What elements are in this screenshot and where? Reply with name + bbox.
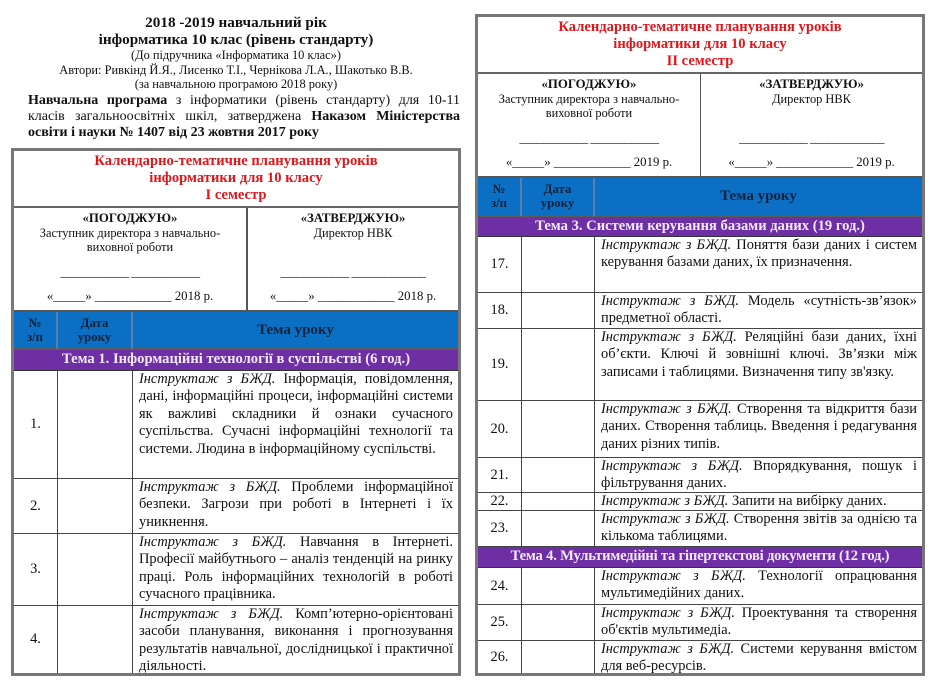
header-text: Дата [543, 182, 572, 196]
lesson-date[interactable] [522, 401, 595, 458]
academic-year-heading: 2018 -2019 навчальний рік [145, 14, 327, 31]
safety-briefing-label: Інструктаж з БЖД. [601, 293, 740, 309]
textbook-note: (До підручника «Інформатика 10 клас») [130, 48, 341, 62]
semester1-title [14, 151, 458, 208]
signature-line: ____________ _____________ [739, 130, 884, 145]
lesson-number: 22. [478, 493, 522, 511]
header-text: уроку [540, 196, 575, 210]
program-description [10, 93, 462, 141]
lesson-topic [595, 493, 922, 511]
lesson-number: 21. [478, 458, 522, 493]
column-header-number [478, 178, 522, 217]
agree-heading: «ПОГОДЖУЮ» [82, 211, 178, 225]
lesson-topic [595, 293, 922, 329]
safety-briefing-label: Інструктаж з БЖД. [601, 568, 746, 584]
header-text: № [28, 316, 42, 330]
lesson-text: Системи керування вмістом для веб-ресурсів. [601, 641, 918, 673]
program-label: Навчальна програма [28, 92, 168, 108]
lesson-topic [133, 371, 458, 479]
date-line: «_____» ____________ 2019 р. [505, 155, 673, 170]
agree-block [14, 208, 248, 312]
lesson-date[interactable] [58, 479, 133, 534]
semester-label: II семестр [666, 52, 734, 69]
title-line: Календарно-тематичне планування уроків [94, 153, 378, 169]
safety-briefing-label: Інструктаж з БЖД. [601, 458, 743, 474]
safety-briefing-label: Інструктаж з БЖД. [139, 479, 281, 495]
title-line: інформатики для 10 класу [149, 169, 323, 186]
lesson-topic [595, 568, 922, 605]
lesson-date[interactable] [522, 511, 595, 547]
lesson-topic [133, 534, 458, 606]
lesson-date[interactable] [522, 458, 595, 493]
approve-role: Директор НВК [313, 225, 393, 240]
column-header-topic [595, 178, 922, 217]
lesson-topic [595, 511, 922, 547]
document-intro [10, 14, 462, 141]
lesson-number: 4. [14, 606, 58, 673]
header-text: № [492, 182, 506, 196]
column-header-date [58, 312, 133, 350]
lesson-topic [595, 237, 922, 293]
authors-line: Автори: Ривкінд Й.Я., Лисенко Т.І., Чернікова Л.А., Шакотько В.В. [59, 62, 413, 77]
lesson-topic [595, 605, 922, 641]
lesson-text: Проектування та створення об'єктів мультимедіа. [601, 605, 917, 639]
signature-line: ____________ _____________ [280, 264, 426, 279]
lesson-number: 1. [14, 371, 58, 479]
header-text: уроку [77, 330, 112, 344]
column-header-number [14, 312, 58, 350]
safety-briefing-label: Інструктаж з БЖД. [601, 511, 730, 527]
agree-heading: «ПОГОДЖУЮ» [541, 77, 637, 91]
lesson-date[interactable] [58, 371, 133, 479]
lesson-number: 18. [478, 293, 522, 329]
lesson-number: 20. [478, 401, 522, 458]
semester1-table [11, 148, 461, 676]
agree-role: Заступник директора з навчально- [39, 225, 221, 240]
agree-block [478, 74, 701, 178]
semester2-table [475, 14, 925, 676]
safety-briefing-label: Інструктаж з БЖД. [601, 493, 729, 509]
column-header-topic [133, 312, 458, 350]
lesson-text: Створення та відкриття бази даних. Створення таблиць. Введення і редагування даних різних типів. [601, 401, 917, 452]
lesson-number: 3. [14, 534, 58, 606]
lesson-number: 19. [478, 329, 522, 401]
lesson-text: Проблеми інформаційної безпеки. Загрози при роботі в Інтернеті і їх уникнення. [139, 479, 453, 530]
lesson-text: Поняття бази даних і систем керування базами даних, їх призначення. [601, 237, 918, 271]
lesson-text: Навчання в Інтернеті. Професії майбутнього – аналіз тенденцій на ринку праці. Роль інформаційних технологій в роботі сучасного працівника. [139, 534, 453, 603]
lesson-date[interactable] [522, 568, 595, 605]
safety-briefing-label: Інструктаж з БЖД. [139, 606, 284, 622]
title-line: Календарно-тематичне планування уроків [558, 19, 842, 35]
column-header-date [522, 178, 595, 217]
safety-briefing-label: Інструктаж з БЖД. [601, 329, 737, 345]
signature-line: ____________ ____________ [60, 264, 200, 279]
title-line: інформатики для 10 класу [613, 35, 787, 52]
lesson-topic [595, 329, 922, 401]
lesson-topic [595, 641, 922, 673]
agree-role: виховної роботи [86, 240, 174, 255]
lesson-date[interactable] [58, 606, 133, 673]
safety-briefing-label: Інструктаж з БЖД. [139, 371, 276, 387]
lesson-text: Запити на вибірку даних. [728, 493, 887, 509]
header-text: з/п [26, 330, 44, 344]
signature-line: ____________ ____________ [519, 130, 659, 145]
safety-briefing-label: Інструктаж з БЖД. [601, 605, 735, 621]
lesson-number: 24. [478, 568, 522, 605]
header-text: з/п [490, 196, 508, 210]
header-text: Тема уроку [257, 321, 334, 338]
lesson-number: 25. [478, 605, 522, 641]
agree-role: виховної роботи [545, 106, 633, 121]
lesson-text: Комп’ютерно-орієнтовані засоби планування, виконання і прогнозування результатів навчальної, дослідницької і практичної діяльності. [139, 606, 454, 673]
lesson-text: Створення звітів за однією та кількома таблицями. [601, 511, 917, 545]
lesson-date[interactable] [522, 329, 595, 401]
lesson-date[interactable] [522, 237, 595, 293]
course-heading: інформатика 10 клас (рівень стандарту) [98, 31, 374, 48]
approve-block [248, 208, 458, 312]
semester2-title [478, 17, 922, 74]
semester-label: I семестр [205, 186, 267, 203]
lesson-topic [595, 458, 922, 493]
order-reference: Наказом Міністерства освіти і науки № 1407 від 23 жовтня 2017 року [28, 108, 461, 140]
safety-briefing-label: Інструктаж з БЖД. [601, 641, 735, 657]
approve-heading: «ЗАТВЕРДЖУЮ» [759, 77, 864, 91]
lesson-number: 17. [478, 237, 522, 293]
lesson-date[interactable] [522, 641, 595, 673]
lesson-text: Впорядкування, пошук і фільтрування даних. [601, 458, 917, 492]
safety-briefing-label: Інструктаж з БЖД. [601, 237, 732, 253]
lesson-topic [133, 479, 458, 534]
lesson-date[interactable] [58, 534, 133, 606]
lesson-number: 2. [14, 479, 58, 534]
program-text: з інформатики (рівень стандарту) для 10-11 класів загальноосвітніх шкіл, затверджена [28, 92, 460, 124]
topic-header: Тема 1. Інформаційні технології в суспільстві (6 год.) [14, 350, 458, 371]
approve-heading: «ЗАТВЕРДЖУЮ» [300, 211, 406, 225]
lesson-number: 23. [478, 511, 522, 547]
approve-block [701, 74, 922, 178]
date-line: «_____» ____________ 2019 р. [728, 155, 895, 170]
header-text: Дата [80, 316, 109, 330]
lesson-number: 26. [478, 641, 522, 673]
program-note: (за навчальною програмою 2018 року) [134, 77, 338, 92]
lesson-text: Реляційні бази даних, їхні об’єкти. Ключі й зовнішні ключі. Зв’язки між записами і таблицями. Визначення типу зв'язку. [601, 329, 917, 380]
lesson-date[interactable] [522, 493, 595, 511]
lesson-topic [133, 606, 458, 673]
topic-header: Тема 4. Мультимедійні та гіпертекстові документи (12 год.) [478, 547, 922, 568]
approve-role: Директор НВК [772, 91, 851, 106]
lesson-date[interactable] [522, 293, 595, 329]
lesson-text: Інформація, повідомлення, дані, інформаційні процеси, інформаційні системи як важливі складники й ознаки сучасного суспільства. Сучасні інформаційні технології та системи. Людина в інформаційному суспільстві. [139, 371, 453, 457]
date-line: «_____» ____________ 2018 р. [269, 289, 437, 304]
lesson-date[interactable] [522, 605, 595, 641]
agree-role: Заступник директора з навчально- [498, 91, 680, 106]
safety-briefing-label: Інструктаж з БЖД. [601, 401, 732, 417]
lesson-topic [595, 401, 922, 458]
date-line: «_____» ____________ 2018 р. [46, 289, 214, 304]
lesson-text: Модель «сутність-зв’язок» предметної області. [601, 293, 917, 327]
lesson-text: Технології опрацювання мультимедійних даних. [601, 568, 917, 602]
safety-briefing-label: Інструктаж з БЖД. [139, 534, 287, 550]
header-text: Тема уроку [720, 188, 797, 204]
topic-header: Тема 3. Системи керування базами даних (19 год.) [478, 217, 922, 237]
